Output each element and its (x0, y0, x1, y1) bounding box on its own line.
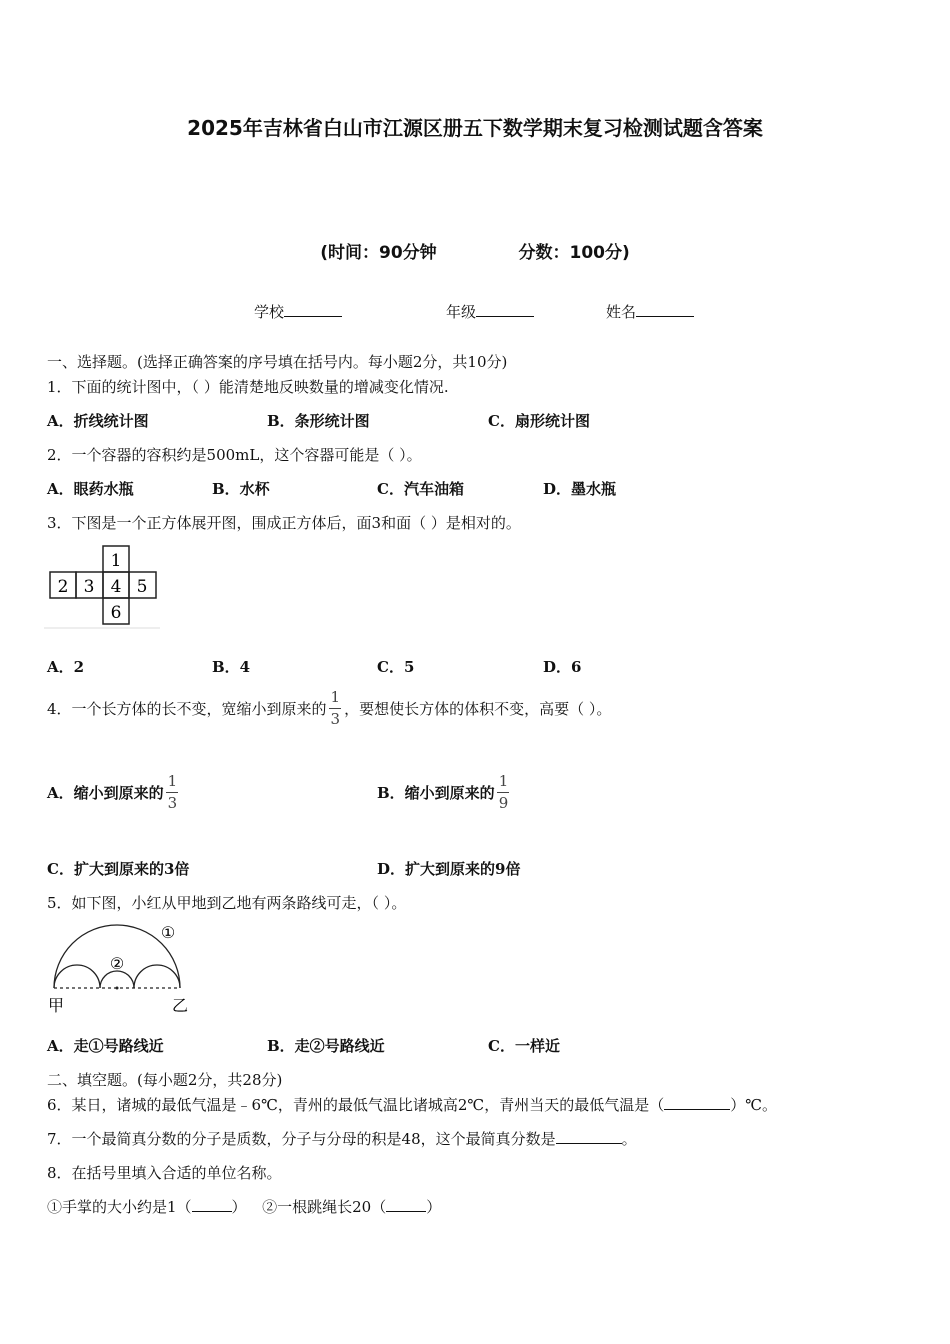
q7-blank[interactable] (556, 1129, 622, 1144)
start-label: 甲 (47, 996, 65, 1015)
name-blank[interactable] (636, 302, 694, 317)
q2-option-c[interactable]: C．汽车油箱 (377, 480, 464, 498)
q4-option-a-fraction (166, 774, 180, 811)
exam-info (0, 238, 950, 263)
section2-heading: 二、填空题。(每小题2分，共28分) (47, 1071, 283, 1089)
q2-option-d[interactable]: D．墨水瓶 (543, 480, 617, 498)
q8-parts (47, 1196, 441, 1217)
q8-part2-post: ） (426, 1198, 442, 1216)
q4-stem-pre: 4．一个长方体的长不变，宽缩小到原来的 (47, 700, 327, 718)
name-field (606, 301, 694, 322)
q8-part1-post: ） (231, 1198, 247, 1216)
q3-stem: 3．下图是一个正方体展开图，围成正方体后，面3和面（ ）是相对的。 (47, 514, 521, 532)
q4-stem-fraction (329, 690, 343, 727)
q7-post: 。 (621, 1130, 637, 1148)
q8-part1-pre: ①手掌的大小约是1（ (47, 1198, 192, 1216)
exam-score: 分数：100分) (518, 243, 630, 263)
q4-option-b-text: B．缩小到原来的 (377, 784, 495, 802)
route-2-label: ② (109, 954, 125, 973)
q1-option-b[interactable]: B．条形统计图 (267, 412, 370, 430)
q4-a-frac-den: 3 (167, 794, 178, 812)
q1-stem: 1．下面的统计图中，（ ）能清楚地反映数量的增减变化情况. (47, 378, 449, 396)
q5-option-b[interactable]: B．走②号路线近 (267, 1037, 385, 1055)
q6 (47, 1094, 777, 1115)
q8-part1-blank[interactable] (192, 1197, 232, 1212)
q8-part2-blank[interactable] (386, 1197, 426, 1212)
q4-option-a[interactable] (47, 774, 181, 811)
grade-label: 年级 (446, 303, 477, 321)
route-figure (44, 918, 194, 1018)
q5-stem: 5．如下图，小红从甲地到乙地有两条路线可走，（ ）。 (47, 894, 407, 912)
q3-option-b[interactable]: B．4 (212, 658, 251, 676)
q6-post: ）℃。 (730, 1096, 777, 1114)
q4-stem (47, 690, 611, 727)
q4-option-c[interactable]: C．扩大到原来的3倍 (47, 860, 190, 878)
net-face-1: 1 (110, 551, 122, 571)
q6-pre: 6．某日，诸城的最低气温是﹣6℃，青州的最低气温比诸城高2℃，青州当天的最低气温是（ (47, 1096, 665, 1114)
q7-pre: 7．一个最简真分数的分子是质数，分子与分母的积是48，这个最简真分数是 (47, 1130, 556, 1148)
q1-option-c[interactable]: C．扇形统计图 (488, 412, 590, 430)
q3-option-d[interactable]: D．6 (543, 658, 582, 676)
q5-option-a[interactable]: A．走①号路线近 (47, 1037, 164, 1055)
q3-option-a[interactable]: A．2 (47, 658, 85, 676)
exam-time: (时间：90分钟 (320, 243, 437, 263)
name-label: 姓名 (606, 303, 637, 321)
q4-b-frac-num: 1 (498, 772, 509, 790)
q2-stem: 2．一个容器的容积约是500mL，这个容器可能是（ ）。 (47, 446, 422, 464)
q2-option-a[interactable]: A．眼药水瓶 (47, 480, 134, 498)
cube-net-figure (44, 542, 162, 630)
route-1-label: ① (160, 923, 176, 942)
q3-option-c[interactable]: C．5 (377, 658, 415, 676)
q5-option-c[interactable]: C．一样近 (488, 1037, 560, 1055)
q8-stem: 8．在括号里填入合适的单位名称。 (47, 1164, 282, 1182)
grade-blank[interactable] (476, 302, 534, 317)
q4-stem-post: ，要想使长方体的体积不变，高要（ ）。 (344, 700, 612, 718)
end-label: 乙 (171, 996, 189, 1015)
q4-option-d[interactable]: D．扩大到原来的9倍 (377, 860, 521, 878)
q4-option-b-fraction (497, 774, 511, 811)
net-face-4: 4 (110, 577, 122, 597)
q4-option-a-text: A．缩小到原来的 (47, 784, 164, 802)
school-label: 学校 (254, 303, 285, 321)
q4-b-frac-den: 9 (498, 794, 509, 812)
q8-part2-pre: ②一根跳绳长20（ (262, 1198, 387, 1216)
net-face-2: 2 (57, 577, 69, 597)
q6-blank[interactable] (664, 1095, 730, 1110)
q4-frac-num: 1 (330, 688, 341, 706)
school-blank[interactable] (284, 302, 342, 317)
q4-option-b[interactable] (377, 774, 512, 811)
document-title: 2025年吉林省白山市江源区册五下数学期末复习检测试题含答案 (187, 116, 763, 140)
q4-a-frac-num: 1 (167, 772, 178, 790)
q7 (47, 1128, 637, 1149)
section1-heading: 一、选择题。(选择正确答案的序号填在括号内。每小题2分，共10分) (47, 353, 508, 371)
school-field (254, 301, 342, 322)
net-face-6: 6 (110, 603, 122, 623)
q2-option-b[interactable]: B．水杯 (212, 480, 270, 498)
q1-option-a[interactable]: A．折线统计图 (47, 412, 149, 430)
net-face-3: 3 (83, 577, 95, 597)
net-face-5: 5 (136, 577, 148, 597)
grade-field (446, 301, 534, 322)
q4-frac-den: 3 (330, 710, 341, 728)
